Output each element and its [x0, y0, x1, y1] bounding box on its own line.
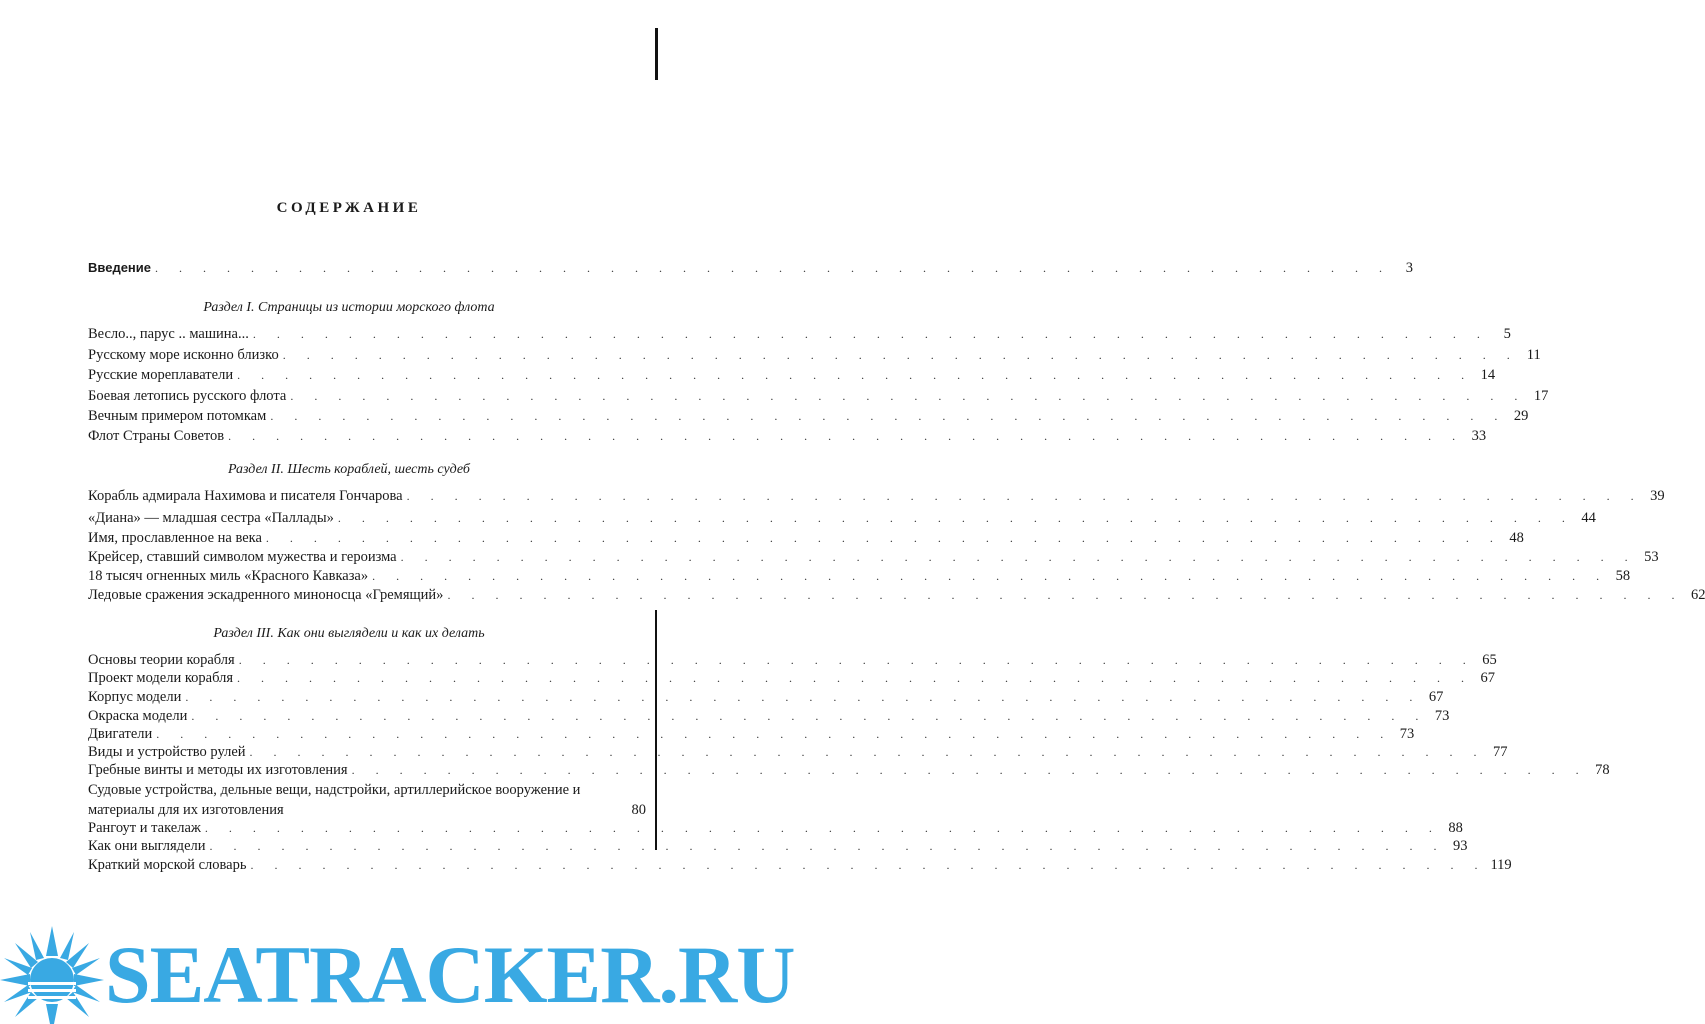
toc-item-page: 73 — [1434, 708, 1450, 724]
toc-item[interactable] — [88, 724, 1415, 744]
toc-item-page: 93 — [1453, 838, 1468, 854]
toc-item-label: Основы теории корабля — [88, 652, 235, 668]
toc-item-page: 48 — [1509, 530, 1524, 546]
toc-item-label: Русскому море исконно близко — [88, 347, 279, 363]
toc-item-label: Корпус модели — [88, 689, 182, 705]
leader-dots: . . . . . . . . . . . . . . . . . . . . . . . . . . . . . . . . . . . . . . . . . . . . . . . . . . . . — [209, 839, 1446, 853]
toc-item-label: Гребные винты и методы их изготовления — [88, 762, 348, 778]
leader-dots: . . . . . . . . . . . . . . . . . . . . . . . . . . . . . . . . . . . . . . . . . . . . . . . . . . . . — [249, 745, 1486, 759]
toc-item[interactable] — [88, 836, 1468, 856]
toc-item-page: 39 — [1650, 488, 1665, 504]
scan-edge-mark — [655, 28, 658, 80]
toc-item-page: 44 — [1581, 510, 1596, 526]
toc-item-multiline[interactable] — [88, 780, 646, 820]
toc-item-label: Проект модели корабля — [88, 670, 234, 686]
leader-dots: . . . . . . . . . . . . . . . . . . . . . . . . . . . . . . . . . . . . . . . . . . . . . . . . . . . . — [185, 690, 1422, 704]
leader-dots: . . . . . . . . . . . . . . . . . . . . . . . . . . . . . . . . . . . . . . . . . . . . . . . . . . . . — [252, 327, 1489, 341]
toc-item-page: 67 — [1428, 689, 1444, 705]
toc-item-label: Боевая летопись русского флота — [88, 388, 287, 404]
toc-item-page: 65 — [1482, 652, 1497, 668]
leader-dots: . . . . . . . . . . . . . . . . . . . . . . . . . . . . . . . . . . . . . . . . . . . . . . . . . . . . — [351, 763, 1588, 777]
toc-item-page: 5 — [1503, 326, 1511, 342]
leader-dots: . . . . . . . . . . . . . . . . . . . . . . . . . . . . . . . . . . . . . . . . . . . . . . . . . . . . — [400, 550, 1637, 564]
toc-item-page: 33 — [1471, 428, 1487, 444]
toc-item-page: 14 — [1480, 367, 1496, 383]
toc-item-page: 88 — [1448, 820, 1463, 836]
toc-item-label: Ледовые сражения эскадренного миноносца «Гремящий» — [88, 587, 444, 603]
toc-item-page: 29 — [1513, 408, 1529, 424]
toc-item[interactable] — [88, 324, 1511, 344]
leader-dots: . . . . . . . . . . . . . . . . . . . . . . . . . . . . . . . . . . . . . . . . . . . . . . . . . . . . — [282, 348, 1519, 362]
toc-item-page: 53 — [1644, 549, 1659, 565]
leader-dots: . . . . . . . . . . . . . . . . . . . . . . . . . . . . . . . . . . . . . . . . . . . . . . . . . . . . — [372, 569, 1609, 583]
toc-item[interactable] — [88, 650, 1497, 670]
toc-item-label: Как они выглядели — [88, 838, 206, 854]
leader-dots: . . . . . . . . . . . . . . . . . . . . . . . . . . . . . . . . . . . . . . . . . . . . . . . . . . . . — [337, 511, 1574, 525]
toc-item-page: 62 — [1690, 587, 1705, 603]
toc-item-page: 119 — [1490, 857, 1512, 873]
sun-logo-icon — [0, 922, 110, 1024]
toc-item-label: Виды и устройство рулей — [88, 744, 246, 760]
toc-item-label: Флот Страны Советов — [88, 428, 225, 444]
toc-item[interactable] — [88, 406, 1529, 426]
toc-item-label: Окраска модели — [88, 708, 188, 724]
toc-item-label: Рангоут и такелаж — [88, 820, 201, 836]
toc-item[interactable] — [88, 818, 1463, 838]
toc-item-page: 73 — [1399, 726, 1415, 742]
toc-item-label: Судовые устройства, дельные вещи, надстройки, артиллерийское вооружение и материалы для их изготовления — [88, 782, 581, 818]
leader-dots: . . . . . . . . . . . . . . . . . . . . . . . . . . . . . . . . . . . . . . . . . . . . . . . . . . . . — [191, 709, 1428, 723]
toc-item-label: «Диана» — младшая сестра «Паллады» — [88, 510, 334, 526]
leader-dots: . . . . . . . . . . . . . . . . . . . . . . . . . . . . . . . . . . . . . . . . . . . . . . . . . . . . — [156, 727, 1393, 741]
leader-dots: . . . . . . . . . . . . . . . . . . . . . . . . . . . . . . . . . . . . . . . . . . . . . . . . . . . . — [270, 409, 1507, 423]
toc-item[interactable] — [88, 706, 1450, 726]
leader-dots: . . . . . . . . . . . . . . . . . . . . . . . . . . . . . . . . . . . . . . . . . . . . . . . . . . . . — [204, 821, 1441, 835]
toc-item[interactable] — [88, 508, 1596, 528]
leader-dots: . . . . . . . . . . . . . . . . . . . . . . . . . . . . . . . . . . . . . . . . . . . . . . . . . . . . — [290, 389, 1527, 403]
toc-item-page: 67 — [1480, 670, 1496, 686]
leader-dots: . . . . . . . . . . . . . . . . . . . . . . . . . . . . . . . . . . . . . . . . . . . . . . . . . . . . — [250, 858, 1487, 872]
leader-dots: . . . . . . . . . . . . . . . . . . . . . . . . . . . . . . . . . . . . . . . . . . . . . . . . . . . . — [238, 653, 1475, 667]
toc-item[interactable] — [88, 566, 1631, 586]
toc-item-intro[interactable] — [88, 258, 1413, 278]
toc-item-page: 78 — [1595, 762, 1610, 778]
section-heading: Раздел III. Как они выглядели и как их делать — [213, 626, 485, 641]
watermark — [0, 922, 795, 1024]
leader-dots: . . . . . . . . . . . . . . . . . . . . . . . . . . . . . . . . . . . . . . . . . . . . . . . . . . . . — [447, 588, 1684, 602]
section-heading: Раздел I. Страницы из истории морского флота — [203, 300, 495, 315]
toc-item[interactable] — [88, 547, 1659, 567]
section-heading: Раздел II. Шесть кораблей, шесть судеб — [228, 462, 470, 477]
toc-item[interactable] — [88, 365, 1496, 385]
leader-dots: . . . . . . . . . . . . . . . . . . . . . . . . . . . . . . . . . . . . . . . . . . . . . . . . . . . . — [406, 489, 1643, 503]
toc-item[interactable] — [88, 687, 1444, 707]
toc-item[interactable] — [88, 585, 1705, 605]
toc-item-page: 17 — [1533, 388, 1549, 404]
toc-item[interactable] — [88, 668, 1496, 688]
page-title: СОДЕРЖАНИЕ — [276, 200, 422, 216]
toc-item-label: Двигатели — [88, 726, 153, 742]
toc-item-page: 80 — [631, 802, 646, 818]
leader-dots: . . . . . . . . . . . . . . . . . . . . . . . . . . . . . . . . . . . . . . . . . . . . . . . . . . . . — [155, 261, 1391, 275]
toc-item-label: Краткий морской словарь — [88, 857, 247, 873]
watermark-text: SEATRACKER.RU — [105, 929, 795, 1020]
toc-item-label: Имя, прославленное на века — [88, 530, 262, 546]
toc-item[interactable] — [88, 345, 1541, 365]
toc-item-label: Весло.., парус .. машина... — [88, 326, 249, 342]
toc-item-label: Введение — [88, 260, 151, 275]
toc-item-label: Корабль адмирала Нахимова и писателя Гончарова — [88, 488, 403, 504]
leader-dots: . . . . . . . . . . . . . . . . . . . . . . . . . . . . . . . . . . . . . . . . . . . . . . . . . . . . — [237, 368, 1474, 382]
toc-item-label: Русские мореплаватели — [88, 367, 234, 383]
leader-dots: . . . . . . . . . . . . . . . . . . . . . . . . . . . . . . . . . . . . . . . . . . . . . . . . . . . . — [228, 429, 1465, 443]
toc-item-page: 3 — [1405, 260, 1413, 276]
toc-item-label: Крейсер, ставший символом мужества и героизма — [88, 549, 397, 565]
toc-item[interactable] — [88, 855, 1512, 875]
toc-item-label: Вечным примером потомкам — [88, 408, 267, 424]
toc-item[interactable] — [88, 426, 1487, 446]
toc-item[interactable] — [88, 386, 1549, 406]
toc-item-page: 58 — [1615, 568, 1631, 584]
toc-item[interactable] — [88, 742, 1508, 762]
toc-item-page: 11 — [1526, 347, 1541, 363]
leader-dots: . . . . . . . . . . . . . . . . . . . . . . . . . . . . . . . . . . . . . . . . . . . . . . . . . . . . — [265, 531, 1502, 545]
toc-item[interactable] — [88, 486, 1665, 506]
leader-dots: . . . . . . . . . . . . . . . . . . . . . . . . . . . . . . . . . . . . . . . . . . . . . . . . . . . . — [237, 671, 1474, 685]
toc-item[interactable] — [88, 760, 1610, 780]
toc-item[interactable] — [88, 528, 1524, 548]
toc-item-page: 77 — [1493, 744, 1508, 760]
toc-item-label: 18 тысяч огненных миль «Красного Кавказа» — [88, 568, 369, 584]
